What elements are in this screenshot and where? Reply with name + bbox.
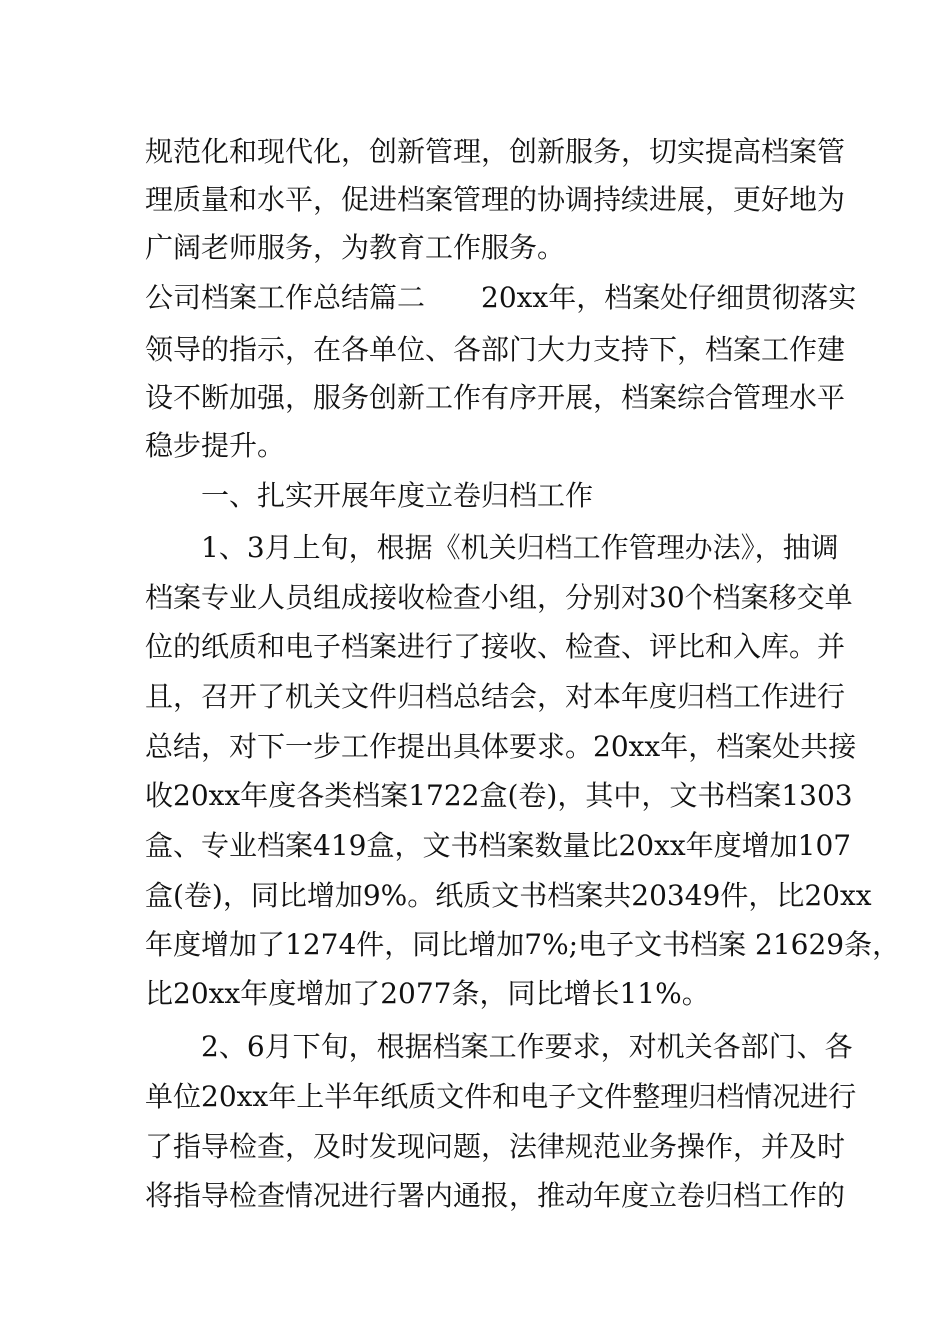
text-line: 盒、专业档案419盒，文书档案数量比20xx年度增加107	[145, 829, 852, 862]
paragraph-start-line: 1、3月上旬，根据《机关归档工作管理办法》，抽调	[201, 531, 839, 564]
text-line: 单位20xx年上半年纸质文件和电子文件整理归档情况进行	[145, 1080, 857, 1113]
text-line: 将指导检查情况进行署内通报，推动年度立卷归档工作的	[145, 1179, 846, 1212]
text-line: 规范化和现代化，创新管理，创新服务，切实提高档案管	[145, 135, 846, 168]
text-line: 广阔老师服务，为教育工作服务。	[145, 231, 566, 264]
text-line: 年度增加了1274件，同比增加7%;电子文书档案 21629条，	[145, 928, 901, 961]
section-title-line: 公司档案工作总结篇二 20xx年，档案处仔细贯彻落实	[145, 281, 857, 314]
text-line: 盒(卷)，同比增加9%。纸质文书档案共20349件，比20xx	[145, 879, 872, 912]
paragraph-start-line: 2、6月下旬，根据档案工作要求，对机关各部门、各	[201, 1030, 853, 1063]
text-line: 稳步提升。	[145, 429, 286, 462]
text-line: 了指导检查，及时发现问题，法律规范业务操作，并及时	[145, 1130, 846, 1163]
text-line: 理质量和水平，促进档案管理的协调持续进展，更好地为	[145, 183, 846, 216]
text-line: 位的纸质和电子档案进行了接收、检查、评比和入库。并	[145, 630, 846, 663]
text-line: 收20xx年度各类档案1722盒(卷)，其中，文书档案1303	[145, 779, 853, 812]
text-line: 档案专业人员组成接收检查小组，分别对30个档案移交单	[145, 581, 853, 614]
subheading: 一、扎实开展年度立卷归档工作	[201, 479, 594, 512]
text-line: 总结，对下一步工作提出具体要求。20xx年，档案处共接	[145, 730, 857, 763]
text-line: 设不断加强，服务创新工作有序开展，档案综合管理水平	[145, 381, 846, 414]
text-line: 领导的指示，在各单位、各部门大力支持下，档案工作建	[145, 333, 846, 366]
text-line: 比20xx年度增加了2077条，同比增长11%。	[145, 977, 710, 1010]
text-line: 且，召开了机关文件归档总结会，对本年度归档工作进行	[145, 680, 846, 713]
